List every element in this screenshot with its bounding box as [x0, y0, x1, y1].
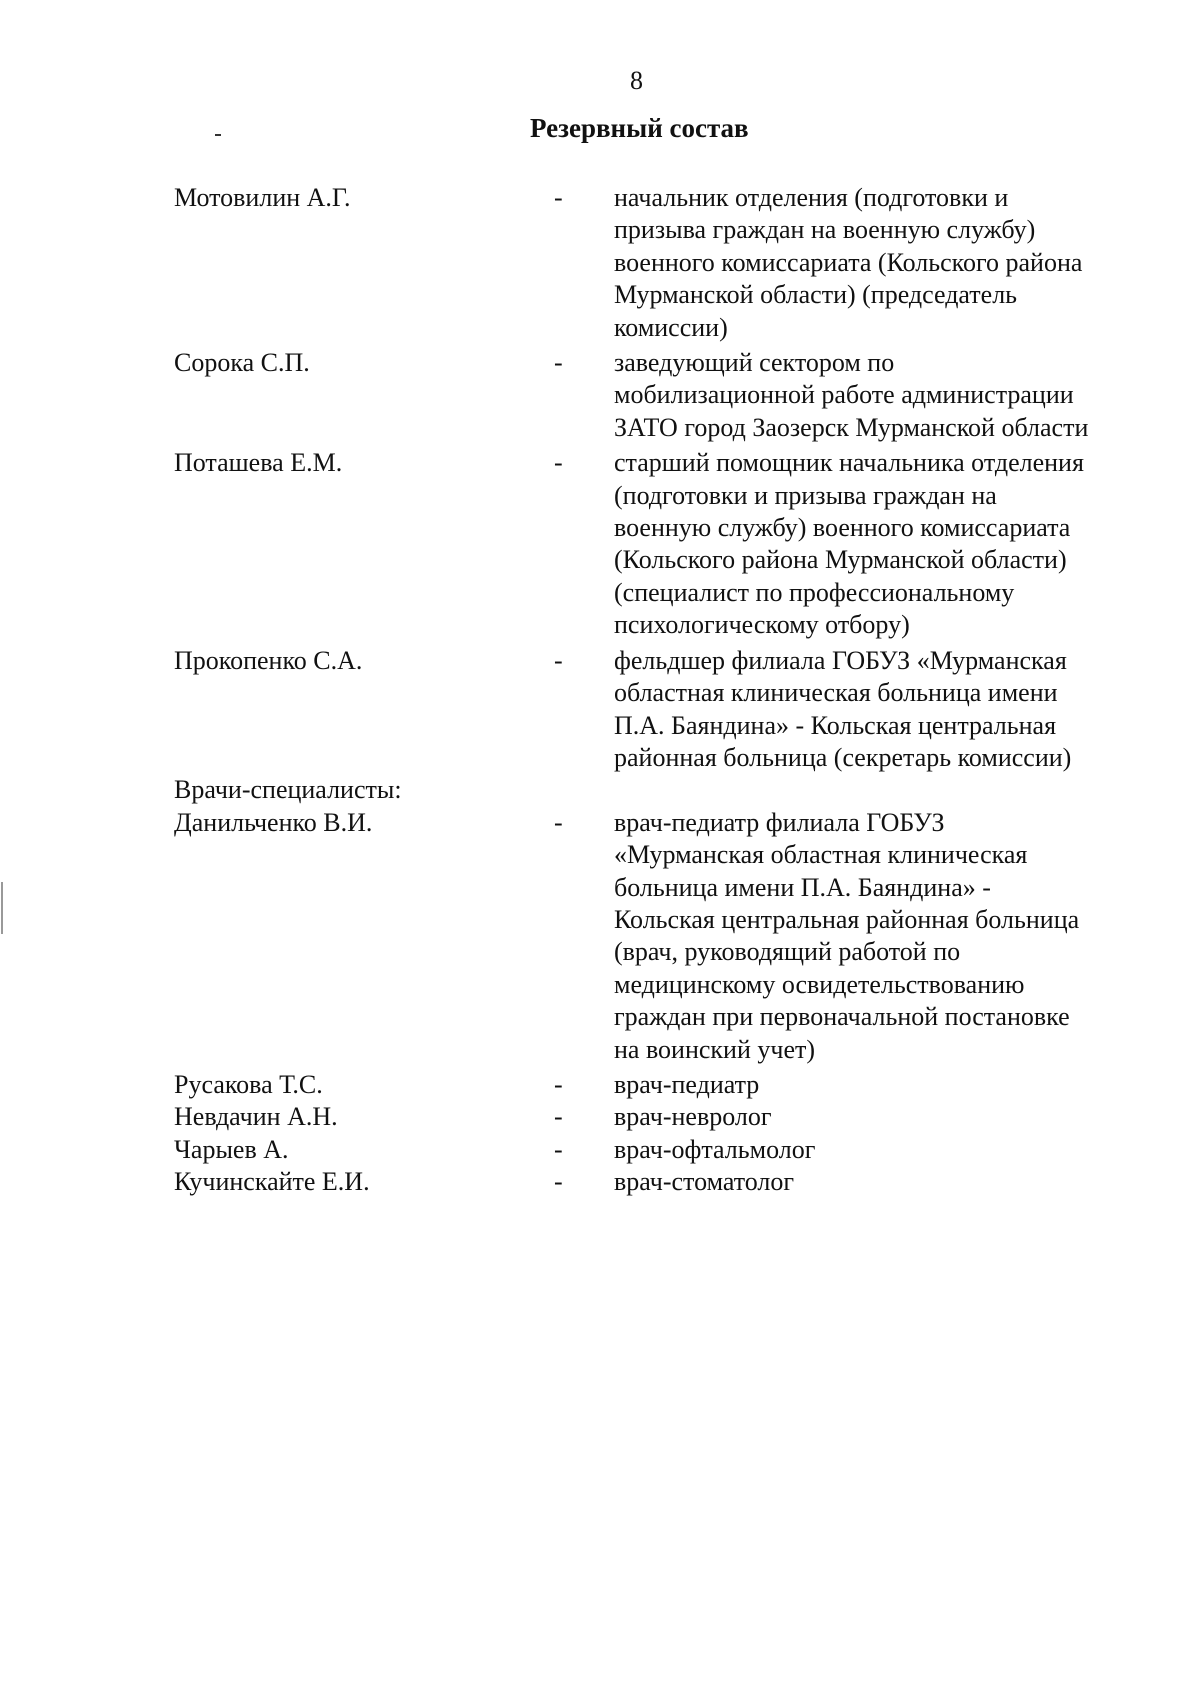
dash-separator: - — [554, 807, 563, 837]
dash-separator: - — [554, 1069, 563, 1099]
member-position: врач-педиатр — [614, 1069, 760, 1099]
member-name: Сорока С.П. — [174, 348, 310, 378]
member-position: врач-педиатр филиала ГОБУЗ «Мурманская областная клиническая больница имени П.А. Баяндина» - Кольская центральная районная больница (врач, руководящий работой по медицинскому освидетельствованию граждан при первоначальной постановке на воинский учет) — [614, 807, 1080, 1064]
dash-separator: - — [554, 348, 563, 378]
member-name: Чарыев А. — [174, 1134, 289, 1164]
member-position: врач-невролог — [614, 1102, 772, 1132]
member-position: фельдшер филиала ГОБУЗ «Мурманская областная клиническая больница имени П.А. Баяндина» - Кольская центральная районная больница (секретарь комиссии) — [614, 645, 1072, 772]
member-position: заведующий сектором по мобилизационной работе администрации ЗАТО город Заозерск Мурманской области — [614, 348, 1089, 442]
member-name: Кучинскайте Е.И. — [174, 1167, 370, 1197]
dash-separator: - — [554, 183, 563, 212]
member-position: врач-стоматолог — [614, 1167, 795, 1197]
member-position: начальник отделения (подготовки и призыва граждан на военную службу) военного комиссариата (Кольского района Мурманской области) (председатель комиссии) — [614, 183, 1083, 342]
list-item — [0, 645, 1200, 775]
dash-separator: - — [554, 1134, 563, 1164]
list-item — [0, 1069, 1200, 1101]
member-name: Поташева Е.М. — [174, 448, 343, 478]
list-item — [0, 1101, 1200, 1133]
scan-mark — [215, 134, 221, 136]
member-name: Русакова Т.С. — [174, 1069, 323, 1099]
page-title: Резервный состав — [530, 113, 749, 143]
member-position: старший помощник начальника отделения (подготовки и призыва граждан на военную службу) военного комиссариата (Кольского района Мурманской области) (специалист по профессиональному психологическому отбору) — [614, 448, 1084, 640]
list-item — [0, 447, 1200, 641]
list-item — [0, 1134, 1200, 1166]
dash-separator: - — [554, 448, 563, 478]
specialists-heading: Врачи-специалисты: — [174, 775, 402, 805]
list-item — [0, 807, 1200, 1066]
member-position: врач-офтальмолог — [614, 1134, 816, 1164]
list-item — [0, 1166, 1200, 1198]
list-item — [0, 347, 1200, 444]
specialist-short-list — [0, 1069, 1200, 1199]
member-list — [0, 182, 1200, 1199]
dash-separator: - — [554, 1167, 563, 1197]
member-name: Невдачин А.Н. — [174, 1102, 338, 1132]
dash-separator: - — [554, 645, 563, 675]
member-name: Данильченко В.И. — [174, 807, 373, 837]
dash-separator: - — [554, 1102, 563, 1132]
member-name: Прокопенко С.А. — [174, 645, 363, 675]
list-item — [0, 182, 1200, 344]
page-number: 8 — [630, 66, 643, 95]
member-name: Мотовилин А.Г. — [174, 183, 351, 212]
